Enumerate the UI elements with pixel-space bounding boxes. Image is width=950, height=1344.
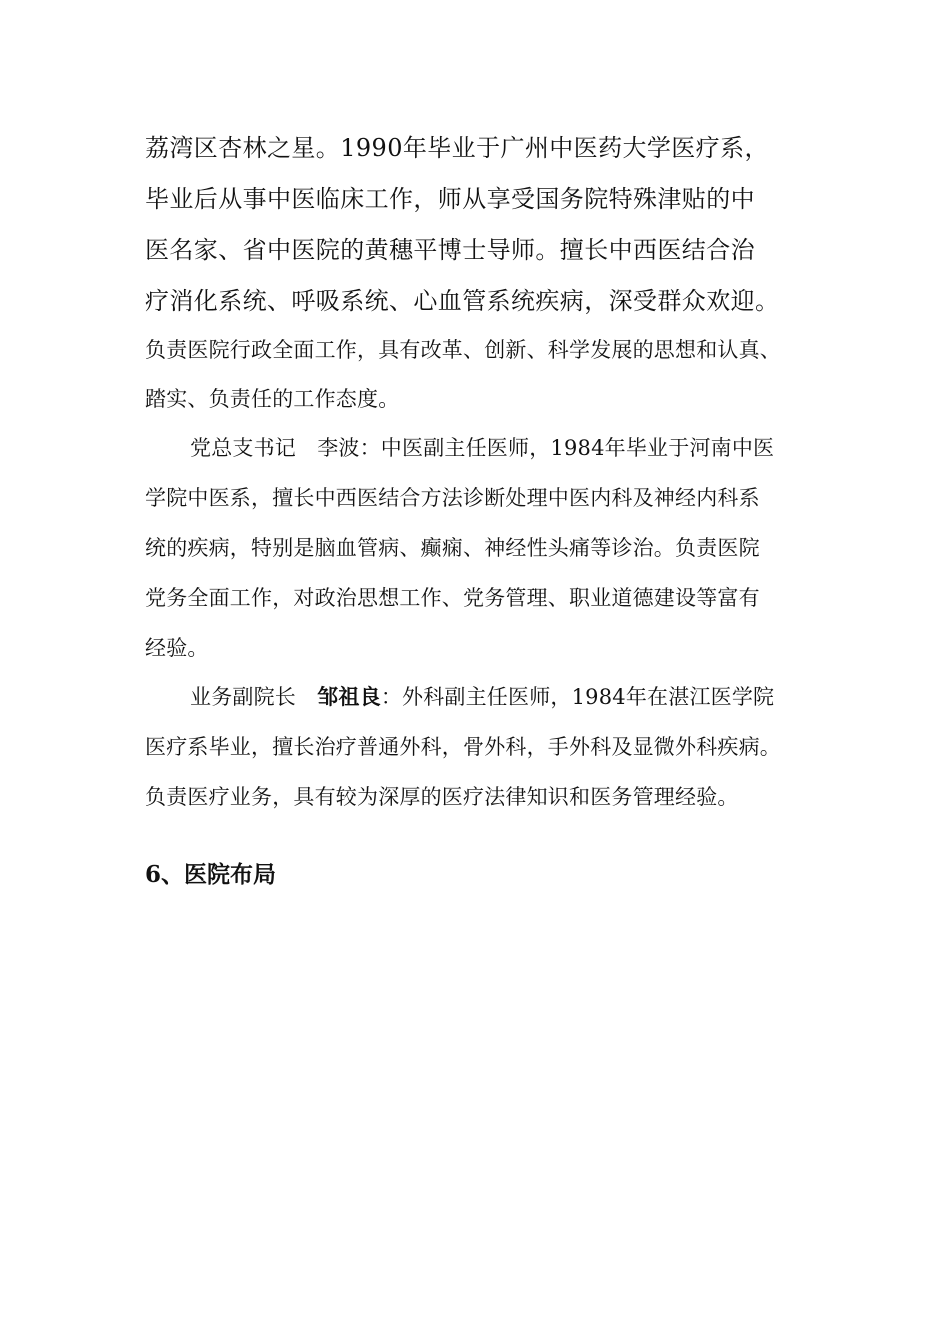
para1-line-1: 荔湾区杏林之星。1990年毕业于广州中医药大学医疗系， xyxy=(145,134,769,162)
para1-line-3: 医名家、省中医院的黄穗平博士导师。擅长中西医结合治 xyxy=(145,236,755,264)
para2-line-5: 经验。 xyxy=(145,636,209,660)
para1-line-6: 踏实、负责任的工作态度。 xyxy=(145,387,400,411)
para1-line-4: 疗消化系统、呼吸系统、心血管系统疾病，深受群众欢迎。 xyxy=(145,287,780,315)
para2-line-2: 学院中医系，擅长中西医结合方法诊断处理中医内科及神经内科系 xyxy=(145,486,760,510)
para3-line-3: 负责医疗业务，具有较为深厚的医疗法律知识和医务管理经验。 xyxy=(145,785,739,809)
para3-line-2: 医疗系毕业，擅长治疗普通外科，骨外科，手外科及显微外科疾病。 xyxy=(145,735,781,759)
para2-line-1: 党总支书记 李波：中医副主任医师，1984年毕业于河南中医 xyxy=(190,436,775,460)
section-heading: 6、医院布局 xyxy=(145,861,277,888)
para3-line-1 xyxy=(190,687,774,708)
para3-name: 邹祖良 xyxy=(317,685,381,709)
para1-line-5: 负责医院行政全面工作，具有改革、创新、科学发展的思想和认真、 xyxy=(145,338,781,362)
para3-title: 业务副院长 xyxy=(190,685,318,709)
para3-line1-rest: ：外科副主任医师，1984年在湛江医学院 xyxy=(380,685,775,709)
para2-line-4: 党务全面工作，对政治思想工作、党务管理、职业道德建设等富有 xyxy=(145,586,760,610)
para2-line-3: 统的疾病，特别是脑血管病、癫痫、神经性头痛等诊治。负责医院 xyxy=(145,536,760,560)
para1-line-2: 毕业后从事中医临床工作，师从享受国务院特殊津贴的中 xyxy=(145,185,755,213)
